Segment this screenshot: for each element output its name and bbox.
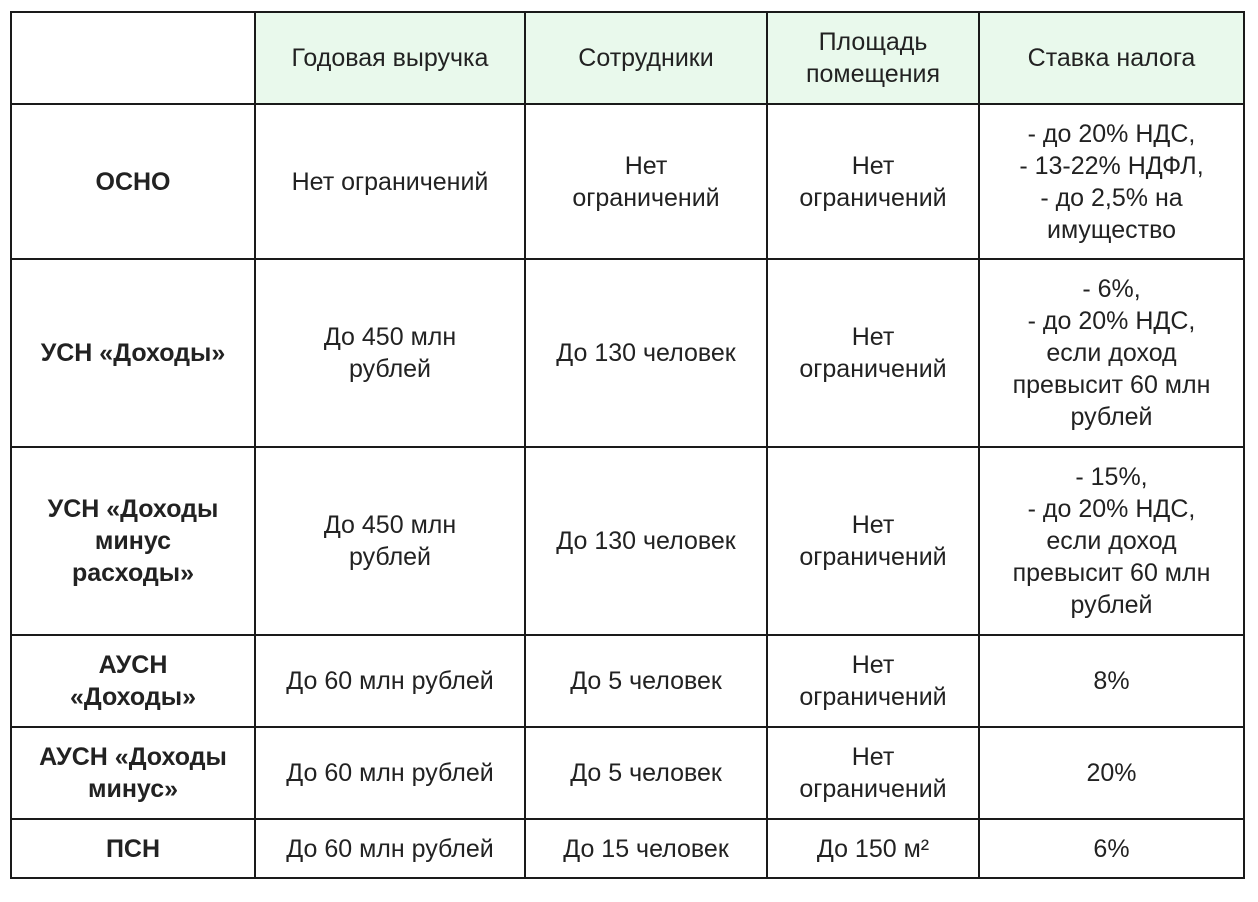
table-row — [11, 727, 1244, 819]
header-row — [11, 12, 1244, 104]
header-revenue: Годовая выручка — [255, 12, 525, 104]
revenue-cell: Нет ограничений — [255, 104, 525, 259]
area-cell: Нет ограничений — [767, 727, 979, 819]
area-cell: Нет ограничений — [767, 259, 979, 447]
tax-rate-cell: 6% — [979, 819, 1244, 878]
employees-cell: До 5 человек — [525, 727, 767, 819]
regime-name: ОСНО — [11, 104, 255, 259]
employees-cell: До 130 человек — [525, 447, 767, 635]
tax-rate-cell: - 15%, - до 20% НДС, если доход превысит 60 млн рублей — [979, 447, 1244, 635]
header-employees: Сотрудники — [525, 12, 767, 104]
table-row — [11, 447, 1244, 635]
header-area: Площадь помещения — [767, 12, 979, 104]
corner-cell — [11, 12, 255, 104]
area-cell: Нет ограничений — [767, 104, 979, 259]
employees-cell: Нет ограничений — [525, 104, 767, 259]
regime-name: АУСН «Доходы минус» — [11, 727, 255, 819]
table-row — [11, 259, 1244, 447]
tax-regime-table — [10, 11, 1245, 879]
regime-name: УСН «Доходы» — [11, 259, 255, 447]
revenue-cell: До 60 млн рублей — [255, 819, 525, 878]
table-row — [11, 819, 1244, 878]
table-row — [11, 635, 1244, 727]
revenue-cell: До 450 млн рублей — [255, 447, 525, 635]
employees-cell: До 15 человек — [525, 819, 767, 878]
area-cell: Нет ограничений — [767, 447, 979, 635]
revenue-cell: До 60 млн рублей — [255, 635, 525, 727]
revenue-cell: До 450 млн рублей — [255, 259, 525, 447]
tax-rate-cell: - до 20% НДС, - 13-22% НДФЛ, - до 2,5% на имущество — [979, 104, 1244, 259]
tax-rate-cell: 20% — [979, 727, 1244, 819]
table-row — [11, 104, 1244, 259]
regime-name: УСН «Доходы минус расходы» — [11, 447, 255, 635]
tax-rate-cell: - 6%, - до 20% НДС, если доход превысит 60 млн рублей — [979, 259, 1244, 447]
employees-cell: До 5 человек — [525, 635, 767, 727]
regime-name: АУСН «Доходы» — [11, 635, 255, 727]
regime-name: ПСН — [11, 819, 255, 878]
area-cell: До 150 м² — [767, 819, 979, 878]
revenue-cell: До 60 млн рублей — [255, 727, 525, 819]
tax-rate-cell: 8% — [979, 635, 1244, 727]
employees-cell: До 130 человек — [525, 259, 767, 447]
header-tax-rate: Ставка налога — [979, 12, 1244, 104]
area-cell: Нет ограничений — [767, 635, 979, 727]
